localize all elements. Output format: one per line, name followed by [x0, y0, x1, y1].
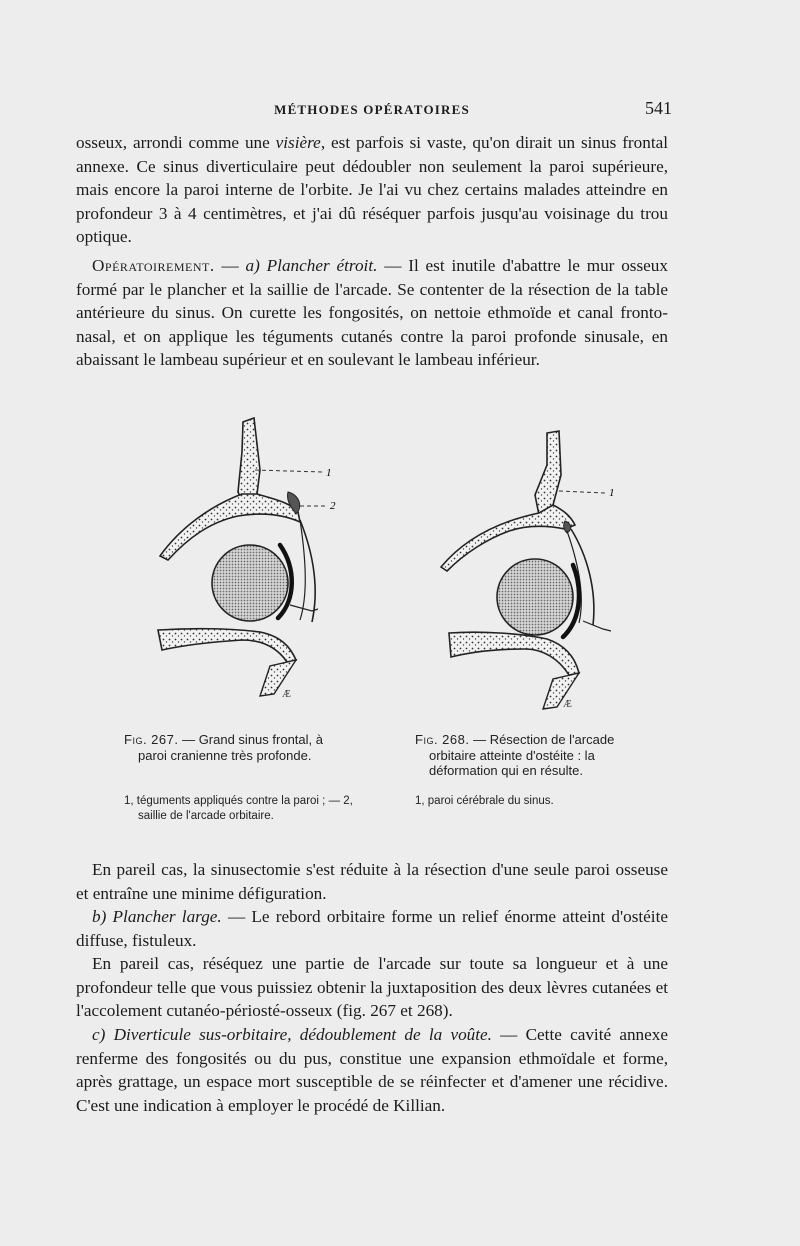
paragraph-sinusectomie: En pareil cas, la sinusectomie s'est réduite à la résection d'une seule paroi osseuse et entraîne une minime défiguration. — [76, 860, 668, 903]
p6-body: — Cette cavité annexe renferme des fongosités ou du pus, constitue une expansion ethmoïdale et forme, après grattage, un espace mort susceptible de se réinfecter et d'amener une récidive. C'est une indication à employer le procédé de Killian. — [76, 1025, 668, 1115]
fig267-inner-line — [300, 520, 305, 620]
fig268-frontal-bone-upper — [535, 431, 561, 515]
paragraph-plancher-large — [76, 905, 668, 952]
legend-fig-267 — [124, 794, 356, 823]
legend-fig-268 — [415, 794, 647, 809]
fig268-lashes — [583, 621, 611, 631]
running-title: MÉTHODES OPÉRATOIRES — [274, 102, 470, 117]
p6-title: Diverticule sus-orbitaire, dédoublement de la voûte. — [105, 1025, 492, 1044]
fig268-skin-line — [571, 529, 594, 625]
fig268-orbital-floor — [449, 632, 579, 675]
p1-text-b: , est parfois si vaste, qu'on dirait un sinus frontal annexe. Ce sinus diverticulaire peut dédoubler non seulement la paroi supérieure, mais encore la paroi interne de l'orbite. Je l'ai vu chez certains malades atteindre en profondeur 3 à 4 centimètres, et j'ai dû réséquer parfois jusqu'au voisinage du trou optique. — [76, 133, 669, 247]
p2-dash: — — [214, 256, 246, 275]
fig268-eyeball — [497, 559, 573, 635]
fig267-leader-1 — [255, 470, 322, 472]
page-number: 541 — [645, 98, 672, 118]
caption-267-label: Fig. 267. — [124, 732, 179, 747]
fig267-label-1: 1 — [326, 467, 332, 479]
p4-title: Plancher large. — [106, 907, 222, 926]
figure-268-illustration — [435, 425, 635, 715]
caption-fig-268 — [415, 732, 643, 779]
paragraph-visiere — [76, 131, 668, 249]
fig267-signature: Æ — [282, 689, 291, 700]
fig268-orbital-roof — [441, 505, 575, 571]
p1-text-a: osseux, arrondi comme une — [76, 133, 276, 152]
fig268-maxilla — [543, 673, 579, 709]
paragraph-diverticule — [76, 1023, 668, 1117]
caption-268-text: — Résection de l'arcade orbitaire atteinte d'ostéite : la déformation qui en résulte. — [429, 732, 615, 778]
p4-body: — Le rebord orbitaire forme un relief énorme atteint d'ostéite diffuse, fistuleux. — [76, 907, 668, 950]
fig267-orbital-floor — [158, 629, 296, 662]
p1-emphasis: visière — [275, 133, 321, 152]
p2-lead: Opératoirement. — [92, 256, 215, 275]
caption-267-text: — Grand sinus frontal, à paroi cranienne très profonde. — [138, 732, 323, 763]
legend-268-text: 1, paroi cérébrale du sinus. — [415, 795, 554, 807]
figure-267-illustration — [150, 410, 340, 700]
paragraph-plancher-etroit — [76, 254, 668, 372]
fig267-label-2: 2 — [330, 500, 336, 512]
fig267-eyeball — [212, 545, 288, 621]
fig268-label-1: 1 — [609, 487, 615, 499]
fig268-signature: Æ — [563, 699, 572, 710]
p6-letter: c) — [92, 1025, 106, 1044]
caption-268-label: Fig. 268. — [415, 732, 470, 747]
legend-267-text: 1, téguments appliqués contre la paroi ; — 2, saillie de l'arcade orbitaire. — [124, 795, 353, 822]
p2-title: Plancher étroit. — [259, 256, 378, 275]
caption-fig-267 — [124, 732, 352, 763]
p4-letter: b) — [92, 907, 107, 926]
p2-letter: a) — [245, 256, 260, 275]
paragraph-resection-arcade: En pareil cas, réséquez une partie de l'arcade sur toute sa longueur et à une profondeur telle que vous puissiez obtenir la juxtaposition des deux lèvres cutanées et l'accolement cutanéo-périosté-osseux (fig. 267 et 268). — [76, 954, 668, 1021]
p2-body: — Il est inutile d'abattre le mur osseux formé par le plancher et la saillie de l'arcade. Se contenter de la résection de la table antérieure du sinus. On curette les fongosités, on nettoie ethmoïde et canal fronto-nasal, et on applique les téguments cutanés contre la paroi profonde sinusale, en abaissant le lambeau supérieur et en soulevant le lambeau inférieur. — [76, 256, 668, 370]
fig268-leader-1 — [559, 491, 605, 493]
page-header — [76, 98, 672, 122]
